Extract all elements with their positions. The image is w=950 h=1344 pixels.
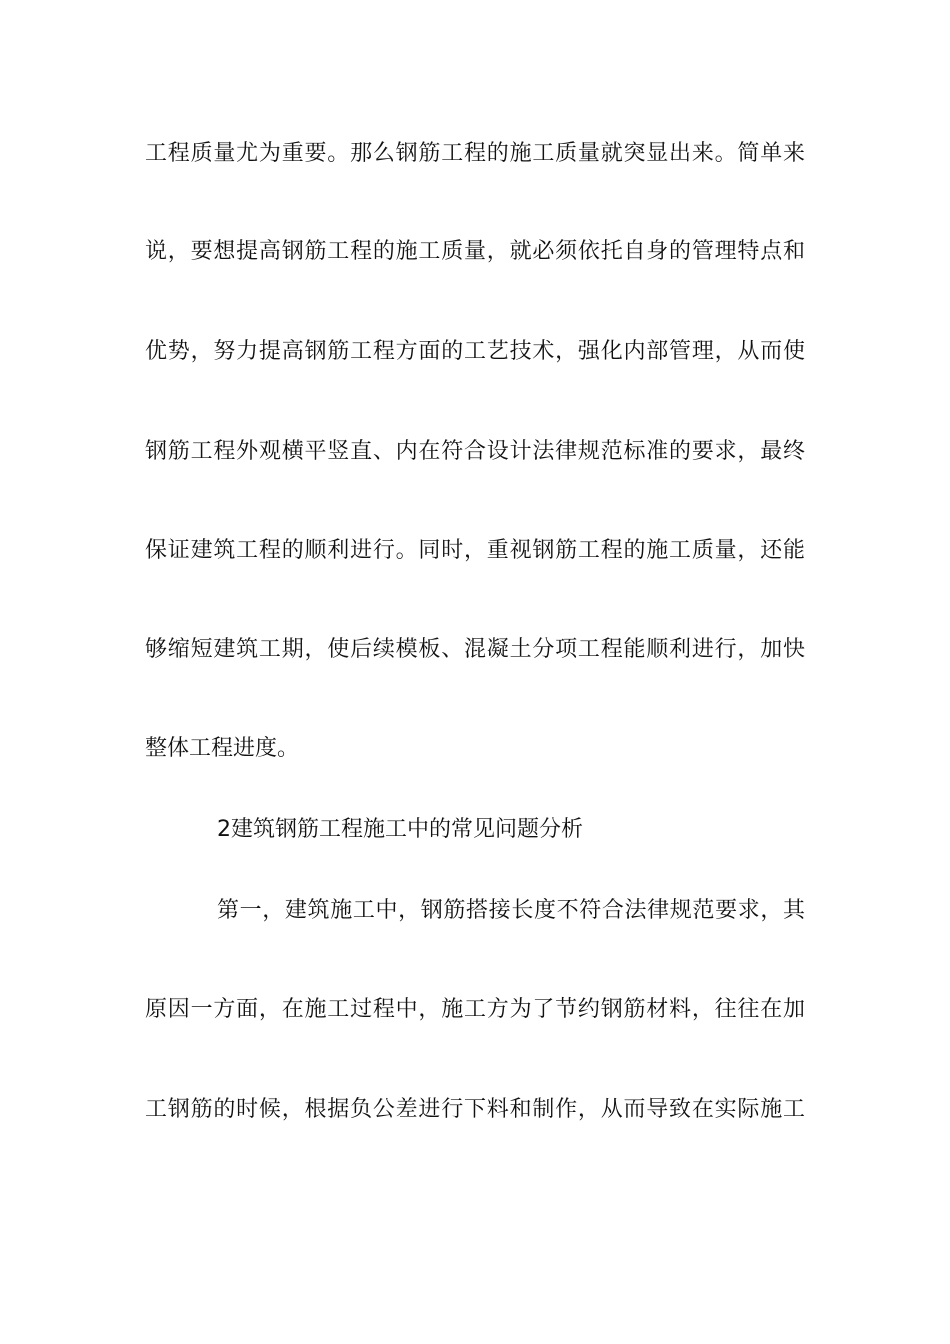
paragraph-1-line-4: 钢筋工程外观横平竖直、内在符合设计法律规范标准的要求，最终 <box>145 439 805 464</box>
paragraph-2-line-1: 第一，建筑施工中，钢筋搭接长度不符合法律规范要求，其 <box>217 898 805 923</box>
section-heading: 2建筑钢筋工程施工中的常见问题分析 <box>217 817 583 842</box>
paragraph-2-line-2: 原因一方面，在施工过程中，施工方为了节约钢筋材料，往往在加 <box>145 997 805 1022</box>
paragraph-2-line-3: 工钢筋的时候，根据负公差进行下料和制作，从而导致在实际施工 <box>145 1097 805 1122</box>
paragraph-1-line-1: 工程质量尤为重要。那么钢筋工程的施工质量就突显出来。简单来 <box>145 141 805 166</box>
paragraph-1-line-2: 说，要想提高钢筋工程的施工质量，就必须依托自身的管理特点和 <box>145 239 805 264</box>
paragraph-1-line-3: 优势，努力提高钢筋工程方面的工艺技术，强化内部管理，从而使 <box>145 339 805 364</box>
paragraph-1-line-7: 整体工程进度。 <box>145 736 300 761</box>
paragraph-1-line-6: 够缩短建筑工期，使后续模板、混凝土分项工程能顺利进行，加快 <box>145 637 805 662</box>
paragraph-1-line-5: 保证建筑工程的顺利进行。同时，重视钢筋工程的施工质量，还能 <box>145 538 805 563</box>
